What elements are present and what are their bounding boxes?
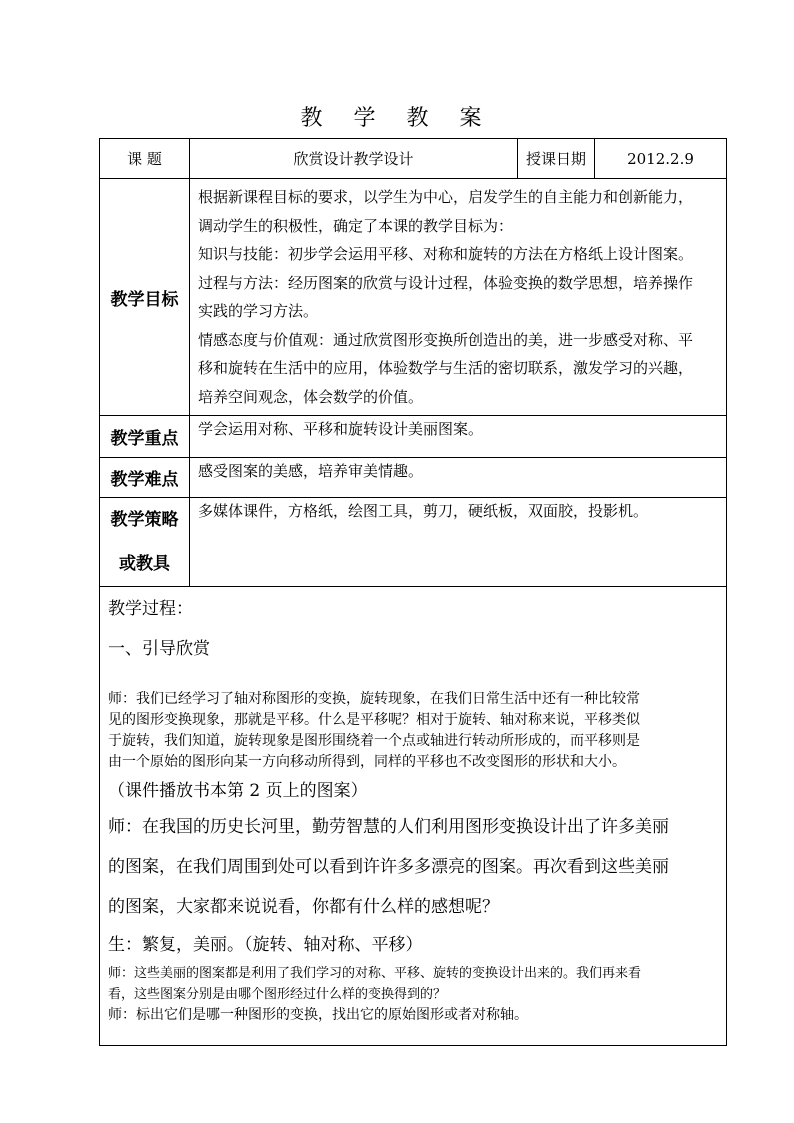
paragraph-2 [108, 817, 718, 917]
paragraph-3-line: 师：这些美丽的图案都是利用了我们学习的对称、平移、旋转的变换设计出来的。我们再来看 [108, 966, 642, 981]
paragraph-2-line: 的图案，在我们周围到处可以看到许许多多漂亮的图案。再次看到这些美丽 [108, 857, 669, 877]
objectives-line: 知识与技能：初步学会运用平移、对称和旋转的方法在方格纸上设计图案。 [198, 245, 694, 263]
paragraph-1-line: 于旋转，我们知道，旋转现象是图形围绕着一个点或轴进行转动所形成的，而平移则是 [108, 733, 640, 749]
paragraph-3-line: 看，这些图案分别是由哪个图形经过什么样的变换得到的？ [108, 987, 447, 1002]
strategy-label-line2: 或教具 [119, 554, 170, 574]
process-content [100, 587, 727, 1046]
document-title: 教 学 教 案 [300, 106, 494, 131]
objectives-content [190, 179, 727, 416]
date-value: 2012.2.9 [595, 139, 727, 179]
key-points-label: 教学重点 [100, 416, 190, 458]
objectives-row [100, 179, 727, 416]
paragraph-4: 师：标出它们是哪一种图形的变换，找出它的原始图形或者对称轴。 [108, 1007, 528, 1023]
process-row [100, 587, 727, 1046]
difficulties-row [100, 458, 727, 498]
paragraph-2-line: 师：在我国的历史长河里，勤劳智慧的人们利用图形变换设计出了许多美丽 [108, 817, 669, 837]
strategy-text: 多媒体课件，方格纸，绘图工具，剪刀，硬纸板，双面胶，投影机。 [190, 498, 727, 587]
strategy-row [100, 498, 727, 587]
student-answer: 生：繁复，美丽。（旋转、轴对称、平移） [108, 935, 423, 955]
objectives-line: 过程与方法：经历图案的欣赏与设计过程，体验变换的数学思想，培养操作 [198, 273, 694, 292]
topic-label: 课 题 [100, 139, 190, 179]
strategy-label [100, 498, 190, 587]
courseware-note: （课件播放书本第 2 页上的图案） [108, 781, 368, 801]
process-heading: 教学过程： [108, 599, 193, 619]
objectives-label: 教学目标 [100, 179, 190, 416]
difficulties-text: 感受图案的美感，培养审美情趣。 [190, 458, 727, 498]
strategy-label-line1: 教学策略 [110, 510, 179, 530]
objectives-line: 调动学生的积极性，确定了本课的教学目标为： [198, 216, 514, 235]
paragraph-1-line: 由一个原始的图形向某一方向移动所得到，同样的平移也不改变图形的形状和大小。 [108, 754, 626, 770]
objectives-line: 实践的学习方法。 [198, 302, 319, 320]
topic-value: 欣赏设计教学设计 [190, 139, 518, 179]
objectives-line: 根据新课程目标的要求，以学生为中心，启发学生的自主能力和创新能力， [198, 188, 694, 206]
section-heading: 一、引导欣赏 [108, 639, 210, 659]
date-label: 授课日期 [518, 139, 595, 179]
key-points-row [100, 416, 727, 458]
objectives-line: 情感态度与价值观：通过欣赏图形变换所创造出的美，进一步感受对称、平 [198, 330, 694, 349]
paragraph-1 [108, 689, 718, 773]
paragraph-1-line: 见的图形变换现象，那就是平移。什么是平移呢？相对于旋转、轴对称来说，平移类似 [108, 712, 640, 728]
paragraph-2-line: 的图案，大家都来说说看，你都有什么样的感想呢？ [108, 897, 499, 917]
paragraph-1-line: 师：我们已经学习了轴对称图形的变换，旋转现象，在我们日常生活中还有一种比较常 [108, 691, 640, 707]
objectives-line: 移和旋转在生活中的应用，体验数学与生活的密切联系，激发学习的兴趣， [198, 359, 694, 377]
lesson-plan-table [99, 138, 727, 1046]
difficulties-label: 教学难点 [100, 458, 190, 498]
header-row [100, 139, 727, 179]
paragraph-3 [108, 963, 718, 1005]
objectives-line: 培养空间观念，体会数学的价值。 [198, 387, 424, 406]
key-points-text: 学会运用对称、平移和旋转设计美丽图案。 [190, 416, 727, 458]
